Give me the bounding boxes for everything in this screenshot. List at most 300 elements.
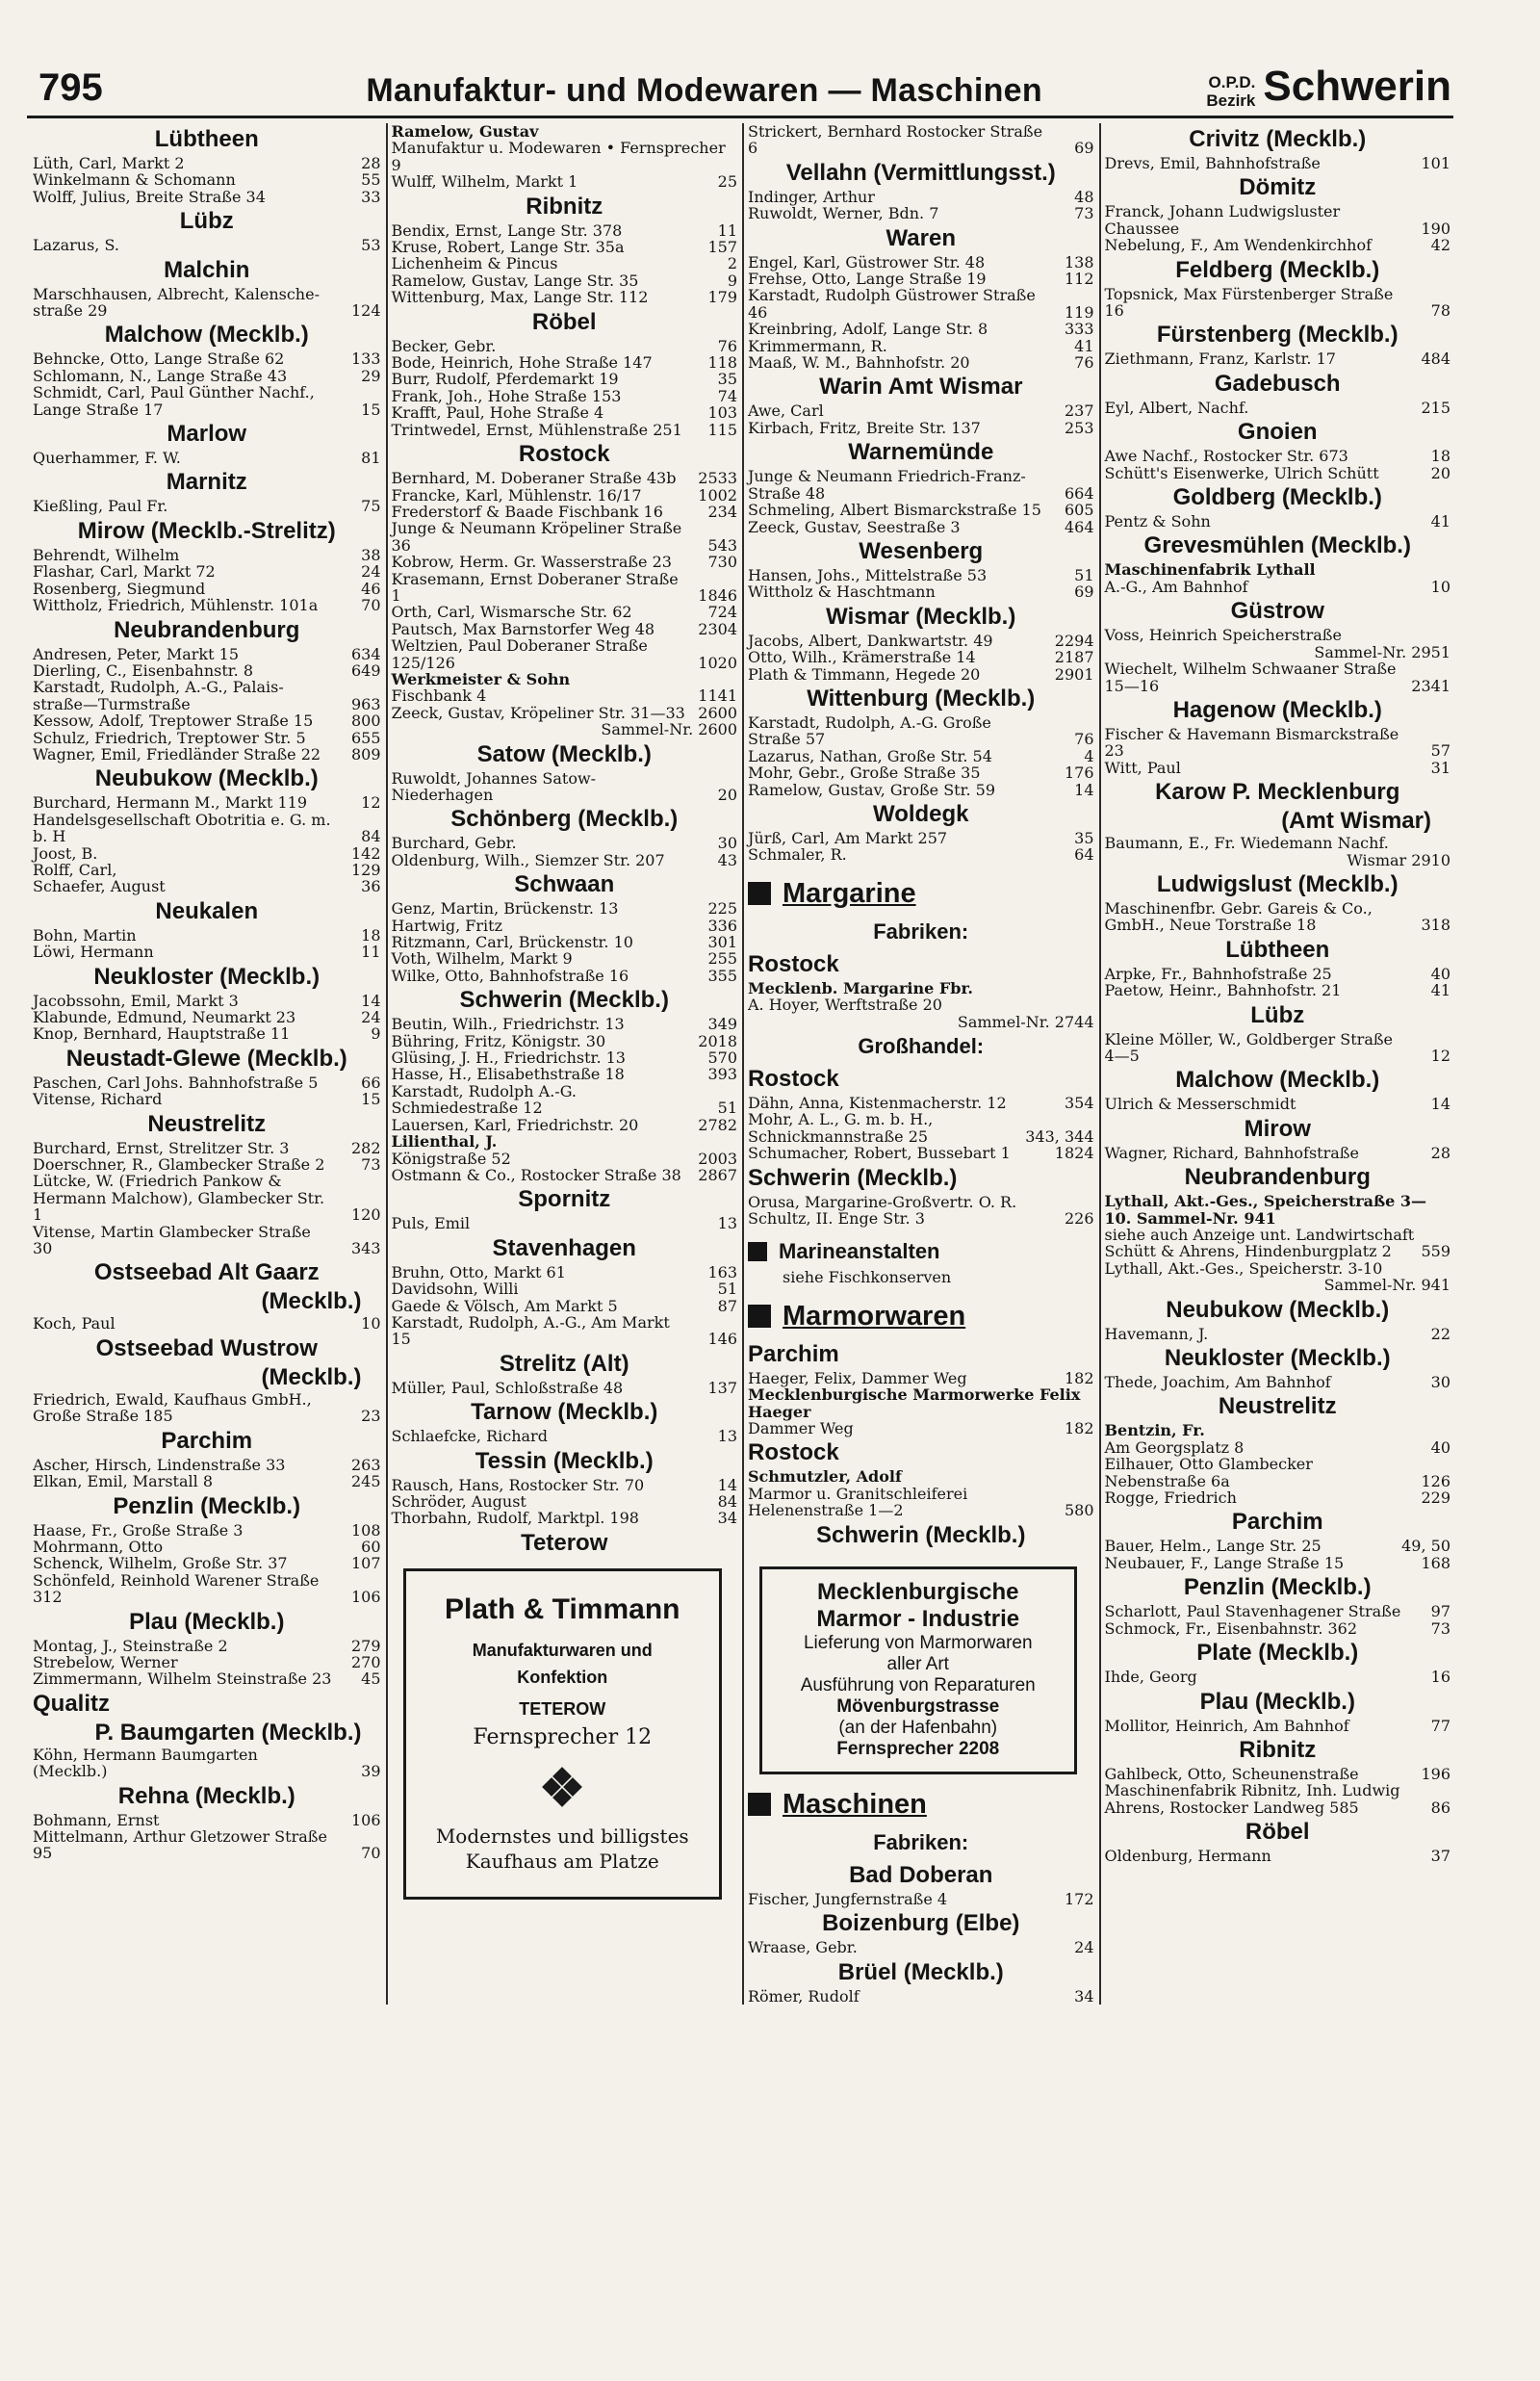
entry-name: Bentzin, Fr.	[1104, 1421, 1205, 1440]
directory-entry	[392, 968, 738, 984]
directory-entry	[392, 852, 738, 868]
directory-entry	[392, 687, 738, 704]
ad-line-3: Lieferung von Marmorwaren	[803, 1632, 1033, 1653]
city-heading: Rostock	[748, 1439, 839, 1466]
directory-entry	[1105, 400, 1451, 416]
city-heading: Gnoien	[1237, 419, 1318, 446]
directory-entry	[748, 1939, 1094, 1955]
entry-phone: 14	[717, 1475, 737, 1494]
entry-name: Orusa, Margarine-Großvertr. O. R. Schultz, II. Enge Str. 3	[748, 1192, 1017, 1229]
region-name: Schwerin	[1263, 63, 1451, 110]
directory-entry	[1105, 465, 1451, 481]
city-heading: Schönberg (Mecklb.)	[450, 806, 679, 833]
entry-phone: 215	[1421, 398, 1450, 417]
directory-entry	[1105, 835, 1451, 851]
entry-name: Koch, Paul	[33, 1314, 116, 1333]
entry-name: Fischer & Havemann Bismarckstraße 23	[1104, 724, 1399, 761]
entry-phone: 190	[1421, 219, 1450, 238]
entry-name: Kruse, Robert, Lange Str. 35a	[391, 238, 625, 257]
entry-name: Flashar, Carl, Markt 72	[33, 562, 216, 582]
directory-entry	[33, 812, 381, 845]
entry-phone: 16	[1430, 1668, 1450, 1687]
entry-name: Lichenheim & Pincus	[391, 254, 558, 273]
entry-name: Wraase, Gebr.	[748, 1938, 858, 1957]
entry-name: Strebelow, Werner	[33, 1652, 178, 1671]
directory-entry	[1105, 561, 1451, 578]
entry-phone: 14	[1430, 1095, 1450, 1114]
directory-entry	[1105, 1031, 1451, 1065]
directory-entry	[392, 1033, 738, 1049]
entry-name: Köhn, Hermann Baumgarten (Mecklb.)	[33, 1745, 258, 1781]
page-title: Manufaktur- und Modewaren — Maschinen	[366, 72, 1042, 109]
entry-name: Bohn, Martin	[33, 925, 137, 945]
entry-name: Ramelow, Gustav, Große Str. 59	[748, 780, 996, 799]
directory-entry	[748, 502, 1094, 518]
entry-name: Gahlbeck, Otto, Scheunenstraße	[1104, 1764, 1359, 1783]
entry-name: Ruwoldt, Johannes Satow-Niederhagen	[391, 768, 597, 804]
city-heading: Neustrelitz	[1218, 1393, 1337, 1420]
section-marker-icon	[748, 1305, 771, 1328]
entry-name: Burr, Rudolf, Pferdemarkt 19	[391, 370, 619, 389]
directory-entry	[392, 1493, 738, 1510]
ad-line-2: Konfektion	[517, 1667, 608, 1687]
directory-entry	[748, 420, 1094, 436]
directory-entry	[748, 567, 1094, 583]
city-heading: Parchim	[748, 1340, 839, 1367]
city-heading: Rostock	[748, 950, 839, 977]
entry-name: Thorbahn, Rudolf, Marktpl. 198	[391, 1509, 639, 1528]
entry-phone: 1824	[1054, 1144, 1094, 1163]
city-heading: Röbel	[531, 308, 597, 335]
entry-name: Karstadt, Rudolph A.-G. Schmiedestraße 12	[391, 1081, 577, 1118]
directory-entry	[748, 649, 1094, 665]
section-marker-icon	[748, 882, 771, 905]
entry-phone: 51	[717, 1280, 737, 1299]
directory-entry	[392, 487, 738, 504]
directory-entry	[392, 705, 738, 721]
directory-entry	[392, 1264, 738, 1281]
directory-entry	[1105, 1489, 1451, 1506]
directory-entry	[748, 714, 1094, 748]
directory-entry	[392, 255, 738, 272]
entry-phone: 559	[1421, 1242, 1450, 1261]
directory-entry	[33, 927, 381, 944]
entry-name: Genz, Martin, Brückenstr. 13	[391, 899, 619, 919]
directory-entry	[748, 666, 1094, 683]
entry-phone: 70	[361, 596, 381, 615]
city-heading: Teterow	[521, 1529, 608, 1556]
entry-phone: 101	[1421, 154, 1450, 172]
entry-name: Karstadt, Rudolph, A.-G., Am Markt 15	[391, 1312, 670, 1349]
entry-phone: 41	[1074, 336, 1094, 355]
city-heading: Ribnitz	[1239, 1736, 1317, 1763]
column-1	[29, 123, 386, 2005]
entry-extra: Sammel-Nr. 941	[1323, 1276, 1450, 1295]
directory-entry	[748, 254, 1094, 271]
entry-phone: 107	[350, 1554, 381, 1573]
entry-name: Weltzien, Paul Doberaner Straße 125/126	[391, 636, 648, 672]
entry-phone: 35	[717, 370, 737, 389]
city-heading: Lübz	[179, 208, 234, 235]
entry-phone: 36	[361, 877, 381, 896]
entry-phone: 4	[1084, 746, 1094, 765]
entry-phone: 226	[1064, 1209, 1094, 1229]
entry-name: Friedrich, Ewald, Kaufhaus GmbH., Große Straße 185	[33, 1389, 312, 1426]
entry-name: Burchard, Hermann M., Markt 119	[33, 793, 308, 813]
entry-phone: 112	[1064, 270, 1094, 289]
city-heading: Malchow (Mecklb.)	[104, 322, 309, 349]
entry-phone: 2867	[698, 1165, 737, 1184]
entry-phone: 20	[717, 786, 737, 804]
entry-name: Querhammer, F. W.	[33, 449, 181, 468]
directory-entry	[1105, 155, 1451, 171]
opd-label	[1206, 73, 1255, 110]
directory-entry	[392, 140, 738, 173]
entry-phone: 1846	[698, 585, 737, 605]
entry-phone: 73	[1430, 1618, 1450, 1638]
directory-entry	[1105, 1555, 1451, 1571]
directory-entry	[33, 1025, 381, 1042]
subsection-heading: Fabriken:	[873, 1829, 969, 1854]
entry-name: Baumann, E., Fr. Wiedemann Nachf.	[1104, 834, 1389, 853]
entry-phone: 84	[361, 827, 381, 846]
entry-extra: Sammel-Nr. 2744	[957, 1012, 1094, 1031]
directory-entry	[748, 1095, 1094, 1111]
directory-entry	[392, 637, 738, 671]
directory-entry	[392, 900, 738, 917]
directory-entry	[392, 388, 738, 404]
entry-name: Bruhn, Otto, Markt 61	[391, 1262, 566, 1281]
entry-phone: 15	[361, 400, 381, 419]
entry-phone: 163	[707, 1262, 737, 1281]
entry-phone: 179	[707, 288, 737, 307]
section-title: Marineanstalten	[779, 1239, 940, 1264]
entry-name: Kessow, Adolf, Treptower Straße 15	[33, 712, 314, 731]
entry-phone: 229	[1421, 1488, 1450, 1508]
entry-name: Zeeck, Gustav, Kröpeliner Str. 31—33	[391, 703, 685, 722]
entry-name: Manufaktur u. Modewaren • Fernsprecher 9	[391, 139, 726, 174]
entry-phone: 333	[1064, 320, 1094, 339]
entry-name: Schönfeld, Reinhold Warener Straße 312	[33, 1570, 320, 1607]
entry-name: Ruwoldt, Werner, Bdn. 7	[748, 204, 939, 223]
directory-entry	[33, 1009, 381, 1025]
entry-phone: 35	[1074, 828, 1094, 847]
city-heading: Neukalen	[155, 897, 259, 924]
entry-phone: 118	[707, 353, 737, 373]
section-marmorwaren	[748, 1298, 1094, 1334]
entry-phone: 28	[1430, 1143, 1450, 1162]
directory-entry	[392, 1428, 738, 1444]
city-heading: Rehna (Mecklb.)	[117, 1782, 295, 1809]
directory-entry	[33, 237, 381, 253]
directory-entry	[33, 646, 381, 662]
entry-phone: 245	[350, 1472, 381, 1491]
entry-name: Bauer, Helm., Lange Str. 25	[1104, 1537, 1322, 1556]
entry-name: Haase, Fr., Große Straße 3	[33, 1520, 244, 1540]
directory-entry	[392, 470, 738, 486]
directory-entry	[33, 450, 381, 466]
directory-entry	[392, 422, 738, 438]
directory-entry	[33, 1828, 381, 1862]
entry-phone: 464	[1064, 517, 1094, 536]
entry-name: Lazarus, Nathan, Große Str. 54	[748, 746, 992, 765]
directory-entry	[33, 712, 381, 729]
section-note: siehe Fischkonserven	[783, 1268, 952, 1287]
entry-phone: 343, 344	[1025, 1126, 1094, 1146]
entry-phone: 255	[707, 949, 737, 969]
columns	[29, 123, 1455, 2005]
entry-phone: 75	[361, 497, 381, 516]
entry-name: Dammer Weg	[748, 1419, 854, 1438]
directory-entry	[33, 286, 381, 320]
directory-entry	[33, 1224, 381, 1257]
directory-entry	[1105, 1456, 1451, 1489]
entry-phone: 108	[350, 1520, 381, 1540]
entry-phone: 23	[361, 1407, 381, 1426]
directory-entry	[392, 1510, 738, 1526]
directory-entry	[33, 189, 381, 205]
entry-phone: 34	[717, 1509, 737, 1528]
directory-entry	[1105, 448, 1451, 464]
city-heading: Marlow	[167, 421, 247, 448]
city-heading-continued: (Mecklb.)	[261, 1363, 362, 1390]
entry-name: Lythall, Akt.-Ges., Speicherstraße 3—10. Sammel-Nr. 941	[1104, 1192, 1427, 1228]
directory-entry	[1105, 1718, 1451, 1734]
section-margarine	[748, 875, 1094, 912]
directory-entry	[1105, 1193, 1451, 1227]
entry-phone: 106	[350, 1588, 381, 1607]
page-number: 795	[38, 66, 103, 109]
directory-entry	[392, 770, 738, 804]
entry-phone: 124	[350, 301, 381, 321]
directory-entry	[33, 1140, 381, 1156]
directory-entry	[748, 1468, 1094, 1485]
entry-phone: 301	[707, 933, 737, 952]
entry-phone: 129	[350, 860, 381, 879]
entry-phone: 20	[1430, 463, 1450, 482]
entry-phone: 10	[361, 1314, 381, 1333]
opd-line1: O.P.D.	[1208, 73, 1256, 91]
city-heading: Satow (Mecklb.)	[476, 740, 652, 767]
directory-entry	[1105, 1620, 1451, 1637]
directory-entry	[1105, 1260, 1451, 1277]
directory-entry	[392, 123, 738, 140]
entry-name: Lilienthal, J.	[391, 1132, 498, 1152]
city-heading: Neustadt-Glewe (Mecklb.)	[65, 1045, 347, 1072]
entry-phone: 25	[717, 172, 737, 192]
entry-phone: 69	[1074, 582, 1094, 602]
entry-phone: 12	[361, 793, 381, 813]
directory-entry	[1105, 286, 1451, 320]
entry-name: Burchard, Ernst, Strelitzer Str. 3	[33, 1138, 290, 1157]
entry-name: Maaß, W. M., Bahnhofstr. 20	[748, 353, 970, 373]
directory-entry	[1105, 1782, 1451, 1816]
directory-entry	[392, 1083, 738, 1117]
entry-phone: 2901	[1054, 664, 1094, 684]
entry-name: Voth, Wilhelm, Markt 9	[391, 949, 573, 969]
entry-phone: 2304	[698, 619, 737, 638]
entry-name: Beutin, Wilh., Friedrichstr. 13	[391, 1015, 625, 1034]
entry-name: Mecklenburgische Marmorwerke Felix Haeger	[748, 1385, 1081, 1421]
entry-name: Römer, Rudolf	[748, 1986, 860, 2006]
directory-entry	[1105, 1766, 1451, 1782]
city-heading: Vellahn (Vermittlungsst.)	[785, 159, 1056, 186]
entry-name: Werkmeister & Sohn	[391, 669, 571, 688]
ad-line-2: Marmor - Industrie	[816, 1605, 1020, 1632]
directory-entry	[33, 171, 381, 188]
directory-entry	[392, 338, 738, 354]
city-heading: Ostseebad Alt Gaarz	[93, 1259, 320, 1286]
entry-phone: 1002	[698, 485, 737, 505]
city-heading: Schwaan	[514, 871, 615, 898]
directory-entry	[1105, 627, 1451, 643]
directory-entry	[1105, 1422, 1451, 1438]
entry-name: Engel, Karl, Güstrower Str. 48	[748, 252, 986, 272]
directory-entry	[392, 1281, 738, 1297]
entry-name: Schmeling, Albert Bismarckstraße 15	[748, 501, 1041, 520]
entry-phone: 57	[1430, 741, 1450, 761]
entry-phone: 40	[1430, 1437, 1450, 1457]
entry-name: Vitense, Martin Glambecker Straße 30	[33, 1222, 311, 1258]
directory-entry	[748, 321, 1094, 337]
entry-name: Dähn, Anna, Kistenmacherstr. 12	[748, 1094, 1007, 1112]
entry-name: Frehse, Otto, Lange Straße 19	[748, 270, 987, 289]
directory-entry	[33, 1315, 381, 1332]
city-heading: Malchin	[164, 256, 250, 283]
directory-entry	[1105, 660, 1451, 694]
directory-entry	[33, 1074, 381, 1091]
city-heading: Rostock	[748, 1066, 839, 1092]
entry-name: Wittholz & Haschtmann	[748, 582, 936, 602]
entry-phone: 570	[707, 1048, 737, 1068]
opd-line2: Bezirk	[1206, 91, 1256, 110]
entry-name: siehe auch Anzeige unt. Landwirtschaft	[1104, 1226, 1415, 1244]
city-heading: Schwerin (Mecklb.)	[459, 987, 669, 1014]
entry-name: Mohrmann, Otto	[33, 1537, 164, 1556]
entry-name: Wittholz, Friedrich, Mühlenstr. 101a	[33, 596, 319, 615]
column-3-list-c	[748, 1338, 1094, 1551]
city-heading: Stavenhagen	[492, 1234, 636, 1261]
entry-phone: 137	[707, 1378, 737, 1397]
entry-name: Wilke, Otto, Bahnhofstraße 16	[391, 966, 629, 985]
entry-name: Schmaler, R.	[748, 845, 847, 865]
subsection-heading: Großhandel:	[858, 1034, 985, 1058]
city-heading: Dömitz	[1239, 174, 1317, 201]
directory-entry	[1105, 1374, 1451, 1390]
entry-name: Rolff, Carl,	[33, 860, 117, 879]
entry-phone: 53	[361, 236, 381, 255]
directory-entry	[392, 571, 738, 605]
directory-entry	[748, 583, 1094, 600]
region-label	[1206, 64, 1451, 110]
entry-name: Davidsohn, Willi	[391, 1280, 519, 1299]
entry-name: Karstadt, Rudolph Güstrower Straße 46	[748, 286, 1036, 322]
entry-phone: 70	[361, 1844, 381, 1863]
ad-slogan-2: Kaufhaus am Platze	[465, 1849, 659, 1873]
entry-phone: 45	[361, 1669, 381, 1689]
entry-name: Wagner, Richard, Bahnhofstraße	[1104, 1143, 1359, 1162]
entry-name: Becker, Gebr.	[391, 336, 497, 355]
entry-name: Schulz, Friedrich, Treptower Str. 5	[33, 728, 306, 747]
plath-timmann-advertisement	[403, 1568, 723, 1900]
entry-phone: 157	[707, 238, 737, 257]
column-2-list	[392, 123, 738, 1559]
entry-phone: 51	[717, 1099, 737, 1118]
directory-entry	[33, 350, 381, 367]
entry-phone: 81	[361, 449, 381, 468]
directory-entry	[33, 1539, 381, 1555]
entry-phone: 800	[350, 712, 381, 731]
directory-entry	[748, 287, 1094, 321]
column-3-list-d	[748, 1826, 1094, 2005]
city-heading: Neubukow (Mecklb.)	[1166, 1296, 1390, 1323]
entry-phone: 2341	[1411, 676, 1450, 695]
entry-name: Karstadt, Rudolph, A.-G. Große Straße 57	[748, 712, 991, 749]
entry-phone: 809	[350, 744, 381, 763]
directory-entry	[748, 633, 1094, 649]
entry-name: Mecklenb. Margarine Fbr.	[748, 978, 973, 997]
city-heading: Neubukow (Mecklb.)	[94, 765, 319, 792]
city-heading: Grevesmühlen (Mecklb.)	[1143, 532, 1411, 559]
directory-entry	[392, 1117, 738, 1133]
city-heading: Lübz	[1250, 1001, 1305, 1028]
entry-name: Thede, Joachim, Am Bahnhof	[1104, 1373, 1331, 1392]
directory-entry	[33, 845, 381, 862]
entry-name: Schlaefcke, Richard	[391, 1427, 548, 1446]
entry-phone: 14	[361, 991, 381, 1010]
city-heading: Marnitz	[166, 469, 247, 496]
directory-entry	[392, 1151, 738, 1167]
entry-name: Bernhard, M. Doberaner Straße 43b	[391, 469, 677, 488]
entry-phone: 253	[1064, 418, 1094, 437]
directory-entry	[392, 621, 738, 637]
directory-entry	[392, 1133, 738, 1150]
entry-name: A.-G., Am Bahnhof	[1104, 577, 1248, 596]
directory-entry	[748, 996, 1094, 1013]
entry-phone: 580	[1064, 1501, 1094, 1520]
entry-name: Junge & Neumann Friedrich-Franz-Straße 48	[748, 467, 1026, 503]
entry-name: Haeger, Felix, Dammer Weg	[748, 1368, 967, 1387]
entry-phone: 649	[350, 660, 381, 680]
directory-entry	[748, 205, 1094, 221]
city-heading: Neukloster (Mecklb.)	[93, 963, 321, 990]
entry-name: Dierling, C., Eisenbahnstr. 8	[33, 660, 253, 680]
entry-name: Nebelung, F., Am Wendenkirchhof	[1104, 236, 1373, 255]
entry-name: Schütt & Ahrens, Hindenburgplatz 2	[1104, 1242, 1392, 1261]
entry-name: Zeeck, Gustav, Seestraße 3	[748, 517, 961, 536]
entry-name: Krasemann, Ernst Doberaner Straße 1	[391, 569, 679, 605]
entry-phone: 22	[1430, 1324, 1450, 1343]
subsection-heading: Fabriken:	[873, 919, 969, 944]
entry-phone: 318	[1421, 916, 1450, 935]
city-heading: Penzlin (Mecklb.)	[113, 1492, 301, 1519]
entry-name: Orth, Carl, Wismarsche Str. 62	[391, 603, 632, 622]
city-heading: Ribnitz	[526, 193, 603, 220]
entry-name: Arpke, Fr., Bahnhofstraße 25	[1104, 964, 1332, 983]
entry-phone: 13	[717, 1427, 737, 1446]
entry-name: Kobrow, Herm. Gr. Wasserstraße 23	[391, 553, 672, 572]
directory-entry	[748, 354, 1094, 371]
entry-name: Hasse, H., Elisabethstraße 18	[391, 1065, 625, 1084]
directory-entry	[33, 155, 381, 171]
entry-phone: 11	[717, 220, 737, 240]
ad-slogan-1: Modernstes und billigstes	[435, 1824, 689, 1848]
directory-entry	[1105, 1538, 1451, 1554]
city-heading: Parchim	[1231, 1509, 1323, 1536]
entry-phone: 76	[717, 336, 737, 355]
directory-entry	[1105, 350, 1451, 367]
directory-entry	[33, 1091, 381, 1107]
